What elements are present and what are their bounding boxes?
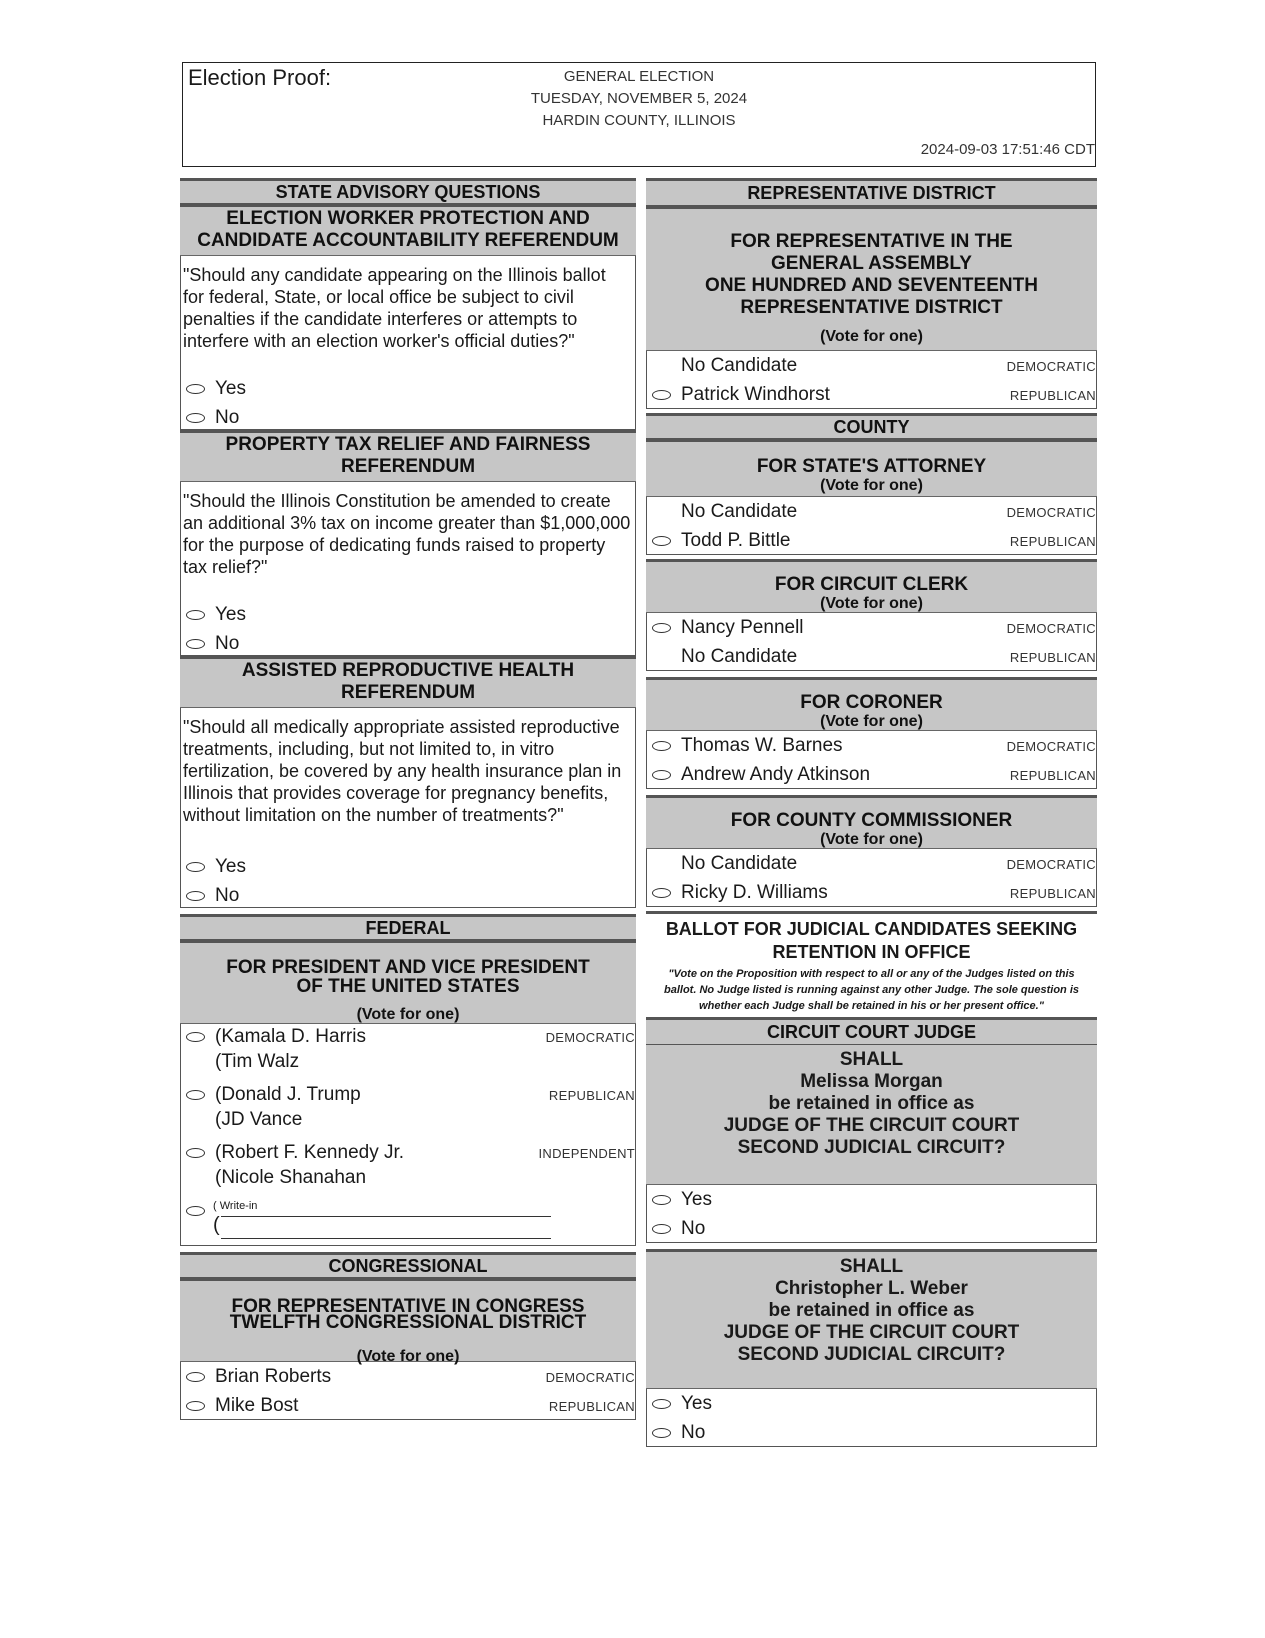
judge-name: Melissa Morgan (800, 1071, 943, 1092)
congress-title-line2: TWELFTH CONGRESSIONAL DISTRICT (229, 1312, 587, 1333)
judge-1-box (646, 1185, 1097, 1243)
party-label: REPUBLICAN (548, 1399, 635, 1414)
referendum-1-box (180, 256, 636, 430)
retention-note: "Vote on the Proposition with respect to all or any of the Judges listed on this ballot. No Judge listed is running against any other Judge. The sole question is whether each Judge shall be retained in his or her present office." (664, 968, 1079, 1012)
state-rep-box (646, 351, 1097, 409)
section-federal: FEDERAL (180, 914, 636, 940)
office-title: FOR COUNTY COMMISSIONER (730, 810, 1013, 831)
referendum-1-title (180, 204, 636, 256)
option-label: Yes (215, 378, 246, 399)
office-title: FOR CORONER (800, 692, 943, 713)
state-rep-title (646, 206, 1097, 351)
state-rep-title-line2: GENERAL ASSEMBLY (771, 253, 972, 274)
candidate-president: (Kamala D. Harris (215, 1026, 366, 1047)
referendum-3-question: "Should all medically appropriate assisted reproductive treatments, including, but not limited to, in vitro fertilization, be covered by any health insurance plan in Illinois that provides coverage for pregnancy benefits, without limitation on the number of treatments?" (183, 717, 622, 825)
coroner-box (646, 731, 1097, 789)
election-name: GENERAL ELECTION (563, 68, 715, 85)
candidate-name: No Candidate (681, 501, 798, 522)
candidate-president: (Donald J. Trump (215, 1084, 361, 1105)
referendum-2-no[interactable] (181, 629, 635, 658)
party-label: REPUBLICAN (1009, 768, 1096, 783)
ballot-oval-icon[interactable] (186, 1206, 205, 1216)
option-label: Yes (681, 1189, 712, 1210)
judge-2-no[interactable] (647, 1418, 1096, 1447)
election-date: TUESDAY, NOVEMBER 5, 2024 (530, 90, 748, 107)
referendum-1-no[interactable] (181, 403, 635, 432)
proof-label: Election Proof: (188, 65, 332, 90)
candidate-brian-roberts[interactable] (181, 1362, 635, 1391)
candidate-andrew-atkinson[interactable] (647, 760, 1096, 789)
section-representative-district: REPRESENTATIVE DISTRICT (646, 178, 1097, 206)
referendum-2-question: "Should the Illinois Constitution be amended to create an additional 3% tax on income greater than $1,000,000 for the purpose of dedicating funds raised to property tax relief?" (183, 491, 631, 577)
judge-2-question (646, 1249, 1097, 1389)
ballot-oval-icon[interactable] (186, 639, 205, 649)
vote-for-one: (Vote for one) (820, 831, 923, 848)
retention-header (646, 911, 1097, 1017)
shall-label: SHALL (839, 1256, 904, 1277)
judge-office: JUDGE OF THE CIRCUIT COURT (723, 1322, 1020, 1343)
candidate-thomas-barnes[interactable] (647, 731, 1096, 760)
write-in-paren: ( (213, 1214, 220, 1236)
option-label: No (215, 633, 240, 654)
referendum-1-title-line2: CANDIDATE ACCOUNTABILITY REFERENDUM (197, 230, 619, 251)
party-label: REPUBLICAN (1009, 886, 1096, 901)
candidate-ricky-williams[interactable] (647, 878, 1096, 907)
party-label: DEMOCRATIC (1006, 857, 1096, 872)
election-county: HARDIN COUNTY, ILLINOIS (542, 112, 736, 129)
ballot-oval-icon[interactable] (186, 610, 205, 620)
judge-office: JUDGE OF THE CIRCUIT COURT (723, 1115, 1020, 1136)
option-label: Yes (215, 856, 246, 877)
candidate-vice-president: (Tim Walz (215, 1051, 300, 1072)
timestamp: 2024-09-03 17:51:46 CDT (920, 141, 1095, 158)
candidate-name: Todd P. Bittle (681, 530, 791, 551)
circuit-clerk-box (646, 613, 1097, 671)
option-label: No (681, 1218, 706, 1239)
ballot-oval-icon[interactable] (186, 1090, 205, 1100)
party-label: DEMOCRATIC (1006, 359, 1096, 374)
ballot-oval-icon[interactable] (186, 1032, 205, 1042)
party-label: DEMOCRATIC (1006, 621, 1096, 636)
retention-phrase: be retained in office as (768, 1300, 975, 1321)
state-rep-title-line4: REPRESENTATIVE DISTRICT (740, 297, 1003, 318)
candidate-name: No Candidate (681, 853, 798, 874)
candidate-no-candidate (647, 351, 1096, 380)
congress-title (180, 1278, 636, 1365)
ballot-oval-icon[interactable] (186, 862, 205, 872)
candidate-vice-president: (Nicole Shanahan (215, 1167, 367, 1188)
referendum-1-yes[interactable] (181, 374, 635, 403)
ballot-oval-icon[interactable] (652, 536, 671, 546)
option-label: No (215, 407, 240, 428)
ballot-oval-icon[interactable] (186, 891, 205, 901)
write-in-entry[interactable] (181, 1198, 635, 1248)
party-label: REPUBLICAN (1009, 650, 1096, 665)
referendum-1-question: "Should any candidate appearing on the Illinois ballot for federal, State, or local office be subject to civil penalties if the candidate interferes or attempts to interfere with an election worker's official duties?" (183, 265, 606, 351)
vote-for-one: (Vote for one) (356, 1006, 460, 1023)
party-label: DEMOCRATIC (545, 1030, 635, 1045)
congress-title-line1: FOR REPRESENTATIVE IN CONGRESS (231, 1296, 585, 1317)
candidate-trump-vance[interactable] (181, 1082, 635, 1140)
right-column (646, 178, 1097, 1447)
county-commissioner-box (646, 849, 1097, 907)
party-label: INDEPENDENT (538, 1146, 635, 1161)
shall-label: SHALL (839, 1049, 904, 1070)
office-title: FOR CIRCUIT CLERK (774, 574, 969, 595)
president-box (180, 1024, 636, 1246)
referendum-3-title-line1: ASSISTED REPRODUCTIVE HEALTH (241, 660, 575, 681)
states-attorney-box (646, 497, 1097, 555)
candidate-name: Ricky D. Williams (681, 882, 828, 903)
vote-for-one: (Vote for one) (820, 328, 923, 345)
retention-title-line1: BALLOT FOR JUDICIAL CANDIDATES SEEKING (665, 919, 1078, 939)
party-label: REPUBLICAN (1009, 388, 1096, 403)
judicial-circuit: SECOND JUDICIAL CIRCUIT? (737, 1137, 1006, 1158)
section-county: COUNTY (646, 413, 1097, 439)
ballot-oval-icon[interactable] (652, 888, 671, 898)
ballot-oval-icon[interactable] (186, 384, 205, 394)
option-label: Yes (215, 604, 246, 625)
vote-for-one: (Vote for one) (356, 1348, 460, 1365)
write-in-label: ( Write-in (213, 1200, 258, 1212)
candidate-patrick-windhorst[interactable] (647, 380, 1096, 409)
candidate-no-candidate (647, 642, 1096, 671)
retention-title-line2: RETENTION IN OFFICE (772, 942, 971, 962)
county-commissioner-title (646, 795, 1097, 849)
option-label: Yes (681, 1393, 712, 1414)
candidate-no-candidate (647, 497, 1096, 526)
party-label: REPUBLICAN (1009, 534, 1096, 549)
circuit-clerk-title (646, 559, 1097, 613)
judge-2-box (646, 1389, 1097, 1447)
judicial-circuit: SECOND JUDICIAL CIRCUIT? (737, 1344, 1006, 1365)
president-title (180, 940, 636, 1024)
congress-box (180, 1362, 636, 1420)
states-attorney-title (646, 439, 1097, 497)
vote-for-one: (Vote for one) (820, 713, 923, 730)
candidate-name: Nancy Pennell (681, 617, 804, 638)
candidate-no-candidate (647, 849, 1096, 878)
left-column (180, 178, 636, 1420)
judge-name: Christopher L. Weber (775, 1278, 968, 1299)
ballot-oval-icon[interactable] (652, 1224, 671, 1234)
president-title-line1: FOR PRESIDENT AND VICE PRESIDENT (226, 957, 590, 978)
ballot-oval-icon[interactable] (652, 770, 671, 780)
write-in-line-1[interactable] (221, 1216, 551, 1217)
office-title: FOR STATE'S ATTORNEY (756, 456, 987, 477)
vote-for-one: (Vote for one) (820, 477, 923, 494)
candidate-name: Andrew Andy Atkinson (681, 764, 871, 785)
judge-1-yes[interactable] (647, 1185, 1096, 1214)
option-label: No (215, 885, 240, 906)
state-rep-title-line3: ONE HUNDRED AND SEVENTEENTH (705, 275, 1038, 296)
party-label: DEMOCRATIC (1006, 505, 1096, 520)
candidate-vice-president: (JD Vance (215, 1109, 303, 1130)
candidate-name: Patrick Windhorst (681, 384, 830, 405)
election-title (183, 66, 1095, 132)
ballot-oval-icon[interactable] (186, 1401, 205, 1411)
candidate-name: No Candidate (681, 355, 798, 376)
coroner-title (646, 677, 1097, 731)
candidate-nancy-pennell[interactable] (647, 613, 1096, 642)
candidate-name: No Candidate (681, 646, 798, 667)
referendum-2-box (180, 482, 636, 656)
write-in-line-2[interactable] (221, 1238, 551, 1239)
candidate-kennedy-shanahan[interactable] (181, 1140, 635, 1198)
ballot-oval-icon[interactable] (652, 623, 671, 633)
candidate-todd-bittle[interactable] (647, 526, 1096, 555)
retention-phrase: be retained in office as (768, 1093, 975, 1114)
referendum-3-no[interactable] (181, 881, 635, 910)
candidate-mike-bost[interactable] (181, 1391, 635, 1420)
ballot-oval-icon[interactable] (652, 390, 671, 400)
referendum-2-title-line1: PROPERTY TAX RELIEF AND FAIRNESS (225, 434, 591, 455)
referendum-2-title-line2: REFERENDUM (340, 456, 476, 477)
party-label: DEMOCRATIC (545, 1370, 635, 1385)
ballot-oval-icon[interactable] (652, 1195, 671, 1205)
ballot-oval-icon[interactable] (186, 1372, 205, 1382)
president-title-line2: OF THE UNITED STATES (296, 976, 520, 997)
candidate-name: Thomas W. Barnes (681, 735, 843, 756)
referendum-2-yes[interactable] (181, 600, 635, 629)
referendum-3-yes[interactable] (181, 852, 635, 881)
ballot-oval-icon[interactable] (652, 1399, 671, 1409)
candidate-president: (Robert F. Kennedy Jr. (215, 1142, 405, 1163)
referendum-2-title (180, 430, 636, 482)
ballot-oval-icon[interactable] (186, 1148, 205, 1158)
candidate-name: Brian Roberts (215, 1366, 332, 1387)
referendum-1-title-line1: ELECTION WORKER PROTECTION AND (226, 208, 590, 229)
ballot-header (182, 62, 1096, 167)
ballot-oval-icon[interactable] (652, 741, 671, 751)
party-label: REPUBLICAN (548, 1088, 635, 1103)
option-label: No (681, 1422, 706, 1443)
candidate-name: Mike Bost (215, 1395, 299, 1416)
state-rep-title-line1: FOR REPRESENTATIVE IN THE (730, 231, 1013, 252)
referendum-3-title-line2: REFERENDUM (340, 682, 476, 703)
ballot-oval-icon[interactable] (186, 413, 205, 423)
ballot-oval-icon[interactable] (652, 1428, 671, 1438)
candidate-harris-walz[interactable] (181, 1024, 635, 1082)
judge-1-question (646, 1045, 1097, 1185)
party-label: DEMOCRATIC (1006, 739, 1096, 754)
section-state-advisory: STATE ADVISORY QUESTIONS (180, 178, 636, 204)
vote-for-one: (Vote for one) (820, 595, 923, 612)
referendum-3-box (180, 708, 636, 908)
judge-1-no[interactable] (647, 1214, 1096, 1243)
section-congressional: CONGRESSIONAL (180, 1252, 636, 1278)
judge-2-yes[interactable] (647, 1389, 1096, 1418)
section-circuit-court-judge: CIRCUIT COURT JUDGE (646, 1017, 1097, 1045)
referendum-3-title (180, 656, 636, 708)
